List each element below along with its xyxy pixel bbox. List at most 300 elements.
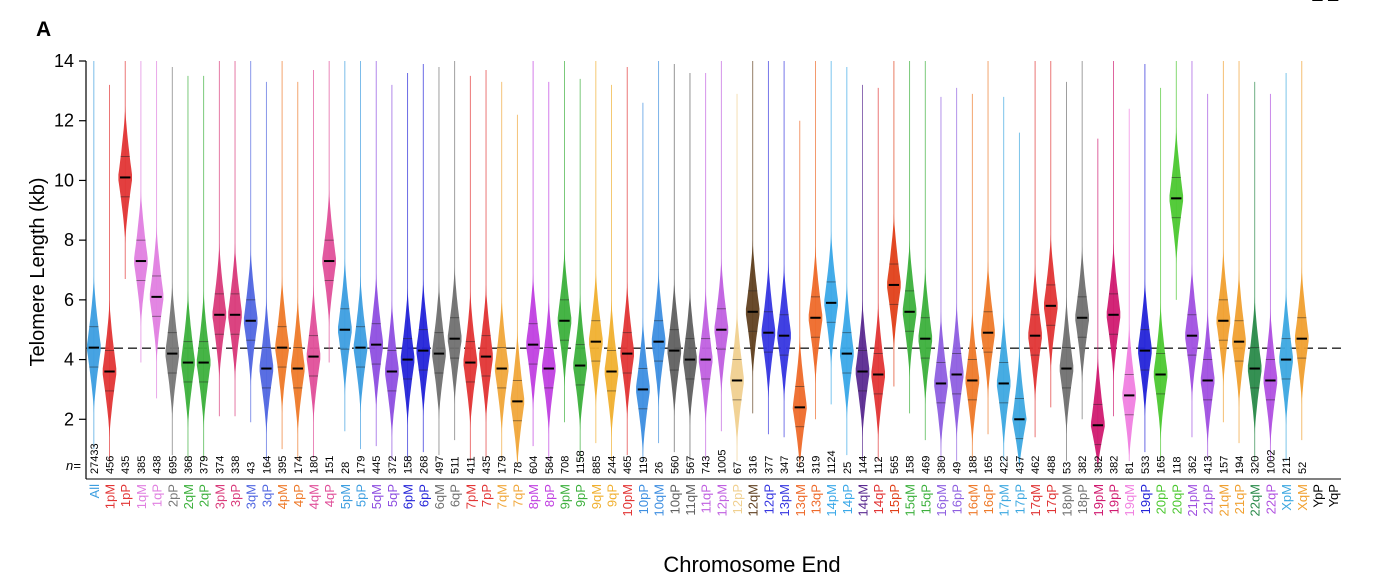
n-count-label: 435	[120, 455, 133, 474]
violin-6pM	[401, 73, 415, 461]
n-count-label: 456	[104, 455, 117, 474]
violin-4qP	[322, 61, 336, 363]
violin-body	[1060, 297, 1074, 434]
violin-body	[809, 246, 823, 383]
y-tick-label: 6	[63, 289, 74, 310]
violin-body	[871, 303, 885, 440]
panel-label: A	[36, 18, 52, 41]
violin-17pM	[997, 97, 1011, 461]
category-label: 3qP	[259, 483, 275, 508]
y-tick-label: 12	[53, 110, 74, 131]
category-label: 17qP	[1043, 484, 1059, 515]
category-label: 13qM	[792, 484, 808, 517]
category-label: 22qP	[1263, 483, 1279, 515]
category-label: 16pM	[934, 484, 949, 517]
n-count-label: 164	[261, 455, 274, 474]
violin-body	[166, 282, 180, 419]
violin-body	[542, 297, 556, 434]
n-count-label: 395	[277, 455, 290, 475]
category-label: 2qP	[196, 484, 212, 508]
violin-12pP	[730, 94, 744, 461]
violin-9pP	[573, 79, 587, 461]
violin-10pM	[620, 67, 634, 455]
violin-body	[495, 297, 509, 434]
violin-13qP	[809, 61, 823, 419]
n-count-label: 604	[528, 455, 541, 475]
violin-body	[746, 240, 760, 377]
n-count-row	[89, 443, 1309, 474]
violin-body	[668, 279, 682, 416]
violin-body	[589, 270, 603, 407]
category-label: 11qP	[698, 484, 714, 514]
violin-4qM	[307, 70, 321, 458]
category-label: 5pP	[353, 483, 369, 508]
category-label: 1pM	[102, 483, 118, 510]
category-label: 12pP	[730, 483, 745, 515]
n-count-label: 368	[183, 455, 195, 475]
violin-body	[856, 300, 870, 437]
violin-14pP	[840, 67, 854, 455]
n-count-label: 347	[779, 455, 792, 475]
n-count-label: 377	[763, 455, 776, 474]
category-label: 14qP	[871, 483, 887, 515]
n-count-label: 695	[167, 455, 180, 475]
n-count-label: 462	[1030, 455, 1043, 475]
category-label: 3pP	[228, 483, 243, 508]
violin-11qP	[699, 73, 713, 461]
category-label: 16qM	[965, 483, 981, 517]
category-label: 15qM	[902, 484, 918, 517]
n-count-label: 320	[1249, 455, 1262, 474]
violin-21qP	[1232, 61, 1246, 443]
violin-body	[966, 309, 980, 446]
n-count-label: 52	[1296, 461, 1309, 475]
n-count-label: 78	[512, 461, 525, 474]
category-label: 22qM	[1247, 483, 1263, 517]
n-count-label: 67	[732, 461, 744, 474]
category-label: 13pM	[777, 484, 793, 517]
violin-body	[448, 267, 462, 404]
category-label: 2pP	[165, 484, 181, 508]
category-label: 4pM	[275, 484, 291, 510]
n-count-label: 211	[1281, 456, 1294, 475]
violin-14qM	[856, 85, 870, 461]
category-label: XqM	[1294, 484, 1310, 511]
n-count-label: 435	[481, 455, 493, 474]
violin-body	[683, 288, 697, 425]
category-label: 21qP	[1232, 483, 1247, 515]
y-tick-label: 10	[53, 170, 74, 191]
n-count-label: 27433	[88, 443, 101, 474]
n-count-label: 338	[230, 455, 242, 474]
category-label: 11qM	[683, 484, 698, 516]
violin-body	[275, 276, 289, 413]
n-count-label: 385	[135, 455, 148, 474]
n-count-label: 188	[967, 455, 980, 474]
category-label: 20pP	[1153, 484, 1169, 515]
n-count-label: 151	[324, 455, 337, 475]
category-label: 19qM	[1122, 483, 1138, 517]
n-count-label: 319	[810, 455, 823, 475]
violin-12pM	[715, 61, 729, 431]
n-count-label: 497	[434, 455, 446, 475]
violin-6qM	[432, 67, 446, 455]
n-count-label: 1124	[826, 450, 839, 475]
violin-3pP	[228, 61, 242, 416]
violin-17qM	[1028, 61, 1042, 437]
violin-9qM	[589, 61, 603, 443]
violin-5qM	[369, 61, 383, 446]
category-label: YqP	[1326, 484, 1342, 508]
category-label: 17qM	[1028, 484, 1044, 517]
category-label: 5qM	[369, 483, 385, 510]
violin-7qP	[511, 115, 525, 467]
n-count-label: 25	[841, 461, 854, 474]
violin-body	[1122, 324, 1136, 461]
y-tick-label: 2	[63, 409, 74, 430]
y-axis	[54, 51, 86, 479]
violin-12qM	[746, 61, 760, 413]
violin-body	[1044, 234, 1058, 371]
violin-14qP	[871, 88, 885, 461]
violin-body	[1279, 288, 1293, 425]
category-label: 12pM	[714, 483, 730, 517]
violin-body	[1201, 309, 1215, 446]
violin-10pP	[636, 103, 650, 461]
n-count-label: 584	[543, 455, 556, 475]
violin-body	[150, 225, 164, 362]
violin-body	[903, 240, 917, 377]
violin-15qP	[919, 61, 933, 440]
violin-body	[1091, 354, 1105, 470]
category-label: 10qP	[667, 484, 683, 515]
violin-body	[730, 309, 744, 446]
violin-21qM	[1217, 61, 1231, 422]
category-label: 15qP	[918, 484, 934, 515]
y-axis-label: Telomere Length (kb)	[27, 177, 49, 367]
violin-22qM	[1248, 82, 1262, 461]
category-label: 20qP	[1169, 484, 1185, 515]
violin-6qP	[448, 61, 462, 440]
violin-body	[699, 288, 713, 425]
violin-body	[1232, 270, 1246, 407]
n-count-label: 174	[292, 455, 305, 475]
violin-All	[87, 61, 101, 449]
violin-body	[479, 285, 493, 422]
category-label: 3qM	[243, 483, 259, 510]
violin-16qP	[981, 61, 995, 434]
n-count-label: 316	[747, 455, 760, 474]
n-count-label: 119	[637, 456, 650, 474]
violin-19pP	[1107, 61, 1121, 416]
violin-20qP	[1170, 61, 1184, 300]
category-label: 1qM	[133, 483, 149, 510]
category-label: 8pP	[541, 484, 557, 508]
violin-12qP	[762, 61, 776, 434]
violin-XqM	[1295, 61, 1309, 440]
n-count-label: 1005	[716, 449, 729, 474]
violin-body	[118, 106, 132, 243]
category-label: 16qP	[981, 483, 996, 515]
category-label: YpP	[1310, 484, 1326, 508]
category-label: 10pP	[635, 483, 651, 515]
violin-body	[401, 288, 415, 425]
n-count-label: 743	[700, 455, 713, 475]
n-count-label: 26	[653, 461, 666, 475]
n-count-label: 144	[857, 455, 870, 474]
category-label: 4qP	[322, 484, 338, 508]
violin-4pP	[291, 82, 305, 461]
category-label: 21pM	[1185, 484, 1200, 517]
violin-16pM	[934, 97, 948, 461]
violin-1pP	[118, 61, 132, 279]
violin-5qP	[385, 85, 399, 461]
category-label: 7pM	[463, 483, 479, 510]
violin-8pM	[526, 61, 540, 446]
n-count-label: 158	[402, 455, 415, 475]
y-tick-label: 8	[63, 230, 74, 251]
n-count-label: 379	[198, 455, 211, 475]
violin-19qP	[1138, 64, 1152, 452]
violin-5pP	[354, 61, 368, 449]
n-count-label: 43	[245, 461, 258, 474]
violin-body	[103, 300, 117, 437]
category-label: 3pM	[212, 483, 228, 510]
violin-4pM	[275, 61, 289, 449]
violin-body	[181, 291, 195, 428]
violin-body	[1264, 309, 1278, 446]
category-label: 14pP	[839, 483, 855, 515]
category-label: 9qP	[604, 483, 620, 508]
category-label: 18pP	[1075, 484, 1091, 515]
violin-body	[652, 270, 666, 407]
violin-body	[322, 189, 336, 326]
n-count-label: 374	[214, 455, 227, 474]
category-label: 4pP	[290, 484, 306, 508]
violin-7pP	[479, 70, 493, 458]
violin-17pP	[1012, 133, 1026, 470]
violin-body	[1075, 246, 1089, 383]
n-count-label: 488	[1045, 455, 1058, 475]
violin-8pP	[542, 82, 556, 461]
violin-body	[1170, 127, 1184, 264]
violin-body	[385, 300, 399, 437]
violin-body	[1107, 243, 1121, 380]
violin-body	[87, 276, 101, 413]
category-label: 18pM	[1059, 484, 1075, 517]
n-count-label: 1158	[575, 450, 588, 475]
violin-15qM	[903, 61, 917, 413]
violin-13qM	[793, 121, 807, 470]
violin-21pM	[1185, 61, 1199, 437]
category-label: 6pM	[400, 484, 416, 510]
n-count-label: 380	[936, 455, 948, 475]
violin-15pP	[887, 61, 901, 386]
y-tick-label: 14	[53, 51, 74, 71]
category-label-row	[87, 484, 1341, 517]
violin-body	[1217, 249, 1231, 386]
violin-body	[526, 273, 540, 410]
n-count-label: 165	[983, 455, 995, 474]
violin-body	[981, 261, 995, 398]
violin-body	[134, 189, 148, 326]
category-label: 10qM	[651, 484, 667, 517]
n-count-label: 411	[465, 456, 478, 474]
category-label: 10pM	[620, 483, 636, 517]
n-prefix: n=	[66, 458, 81, 473]
violin-18pM	[1060, 82, 1074, 461]
violin-body	[260, 297, 274, 434]
n-count-label: 244	[606, 455, 619, 474]
category-label: XpM	[1279, 484, 1295, 511]
violin-11qM	[683, 73, 697, 461]
violin-17qP	[1044, 61, 1058, 407]
n-count-label: 469	[920, 455, 933, 475]
category-label: 2qM	[181, 484, 196, 510]
category-label: 19pP	[1106, 483, 1122, 515]
n-count-label: 112	[873, 456, 886, 474]
violin-5pM	[338, 61, 352, 431]
n-count-label: 565	[888, 455, 901, 474]
violin-body	[197, 291, 211, 428]
violin-body	[762, 261, 776, 398]
category-label: 7qP	[510, 483, 526, 508]
violin-22qP	[1264, 94, 1278, 461]
n-count-label: 1002	[1265, 449, 1278, 474]
violin-21pP	[1201, 94, 1215, 461]
n-count-label: 382	[1092, 455, 1105, 474]
n-count-label: 567	[685, 455, 697, 475]
category-label: 6qM	[432, 484, 447, 510]
violin-body	[432, 282, 446, 419]
violin-body	[1012, 348, 1026, 470]
violin-body	[558, 249, 572, 386]
violin-body	[511, 330, 525, 467]
violin-2qM	[181, 76, 195, 461]
violin-3qM	[244, 61, 258, 422]
violin-body	[997, 312, 1011, 449]
n-count-label: 81	[1124, 461, 1137, 474]
category-label: 1qP	[149, 484, 165, 508]
n-count-label: 268	[418, 455, 431, 475]
violin-body	[793, 336, 807, 470]
n-count-label: 445	[371, 455, 384, 474]
y-tick-label: 4	[63, 349, 74, 370]
violin-body	[1248, 297, 1262, 434]
violin-body	[291, 297, 305, 434]
violin-body	[244, 249, 258, 386]
violin-body	[1295, 267, 1309, 404]
category-label: 4qM	[306, 484, 322, 510]
violin-body	[715, 258, 729, 395]
category-label: 1pP	[118, 483, 134, 508]
violin-1pM	[103, 85, 117, 461]
violin-body	[1185, 264, 1199, 401]
n-count-label: 194	[1234, 455, 1246, 474]
category-label: 14pM	[824, 484, 840, 517]
violin-body	[1154, 303, 1168, 440]
n-count-label: 49	[951, 461, 964, 475]
category-label: 6qP	[447, 484, 463, 508]
n-count-label: 179	[355, 455, 368, 474]
violin-10qP	[668, 64, 682, 452]
category-label: 17pM	[996, 483, 1012, 517]
violin-2qP	[197, 76, 211, 461]
n-count-label: 157	[1218, 455, 1231, 474]
violin-10qM	[652, 61, 666, 443]
violin-13pM	[777, 61, 791, 437]
n-count-label: 413	[1202, 455, 1215, 475]
violin-16qM	[966, 94, 980, 461]
violin-body	[636, 318, 650, 455]
violin-3qP	[260, 82, 274, 461]
violin-body	[213, 243, 227, 380]
category-label: 9pP	[573, 484, 589, 508]
category-label: 17pP	[1012, 483, 1028, 515]
violin-body	[464, 291, 478, 428]
n-count-label: 165	[1155, 455, 1168, 475]
violin-7pM	[464, 76, 478, 461]
category-label: 9pM	[557, 484, 573, 510]
violin-body	[307, 285, 321, 422]
violin-body	[605, 300, 619, 437]
violin-body	[573, 294, 587, 431]
category-label: 5qP	[384, 483, 400, 508]
violin-7qM	[495, 82, 509, 461]
violin-body	[919, 267, 933, 404]
category-label: 19pM	[1090, 483, 1106, 517]
n-count-label: 180	[308, 455, 321, 475]
violin-body	[354, 276, 368, 413]
category-label: 9qM	[588, 483, 604, 510]
violin-body	[1028, 264, 1042, 401]
violin-body	[934, 312, 948, 449]
category-label: 12qM	[745, 483, 761, 517]
violin-body	[950, 303, 964, 440]
category-label: 8pM	[526, 484, 542, 510]
violin-body	[338, 258, 352, 395]
violin-3pM	[213, 61, 227, 416]
n-count-label: 372	[386, 455, 399, 474]
violin-body	[840, 282, 854, 419]
n-count-label: 118	[1171, 456, 1184, 475]
violin-16pP	[950, 88, 964, 461]
n-count-label: 382	[1077, 455, 1090, 475]
n-count-label: 163	[794, 455, 807, 475]
category-label: 7pP	[479, 483, 494, 508]
violin-19pM	[1091, 139, 1105, 470]
category-label: 5pM	[337, 483, 353, 510]
category-label: All	[86, 483, 102, 499]
violin-body	[417, 279, 431, 416]
n-count-label: 560	[669, 455, 682, 475]
n-count-label: 708	[559, 455, 572, 475]
category-label: 6pP	[416, 484, 432, 508]
n-count-label: 362	[1187, 455, 1199, 475]
violin-body	[369, 273, 383, 410]
violin-body	[620, 282, 634, 419]
category-label: 7qM	[494, 483, 510, 510]
violin-18pP	[1075, 61, 1089, 419]
category-label: 21qM	[1216, 483, 1232, 517]
category-label: 14qM	[855, 483, 871, 517]
n-count-label: 533	[1139, 455, 1152, 474]
n-count-label: 465	[622, 455, 635, 474]
x-axis-label: Chromosome End	[663, 552, 841, 576]
n-count-label: 422	[998, 455, 1011, 474]
violin-20pP	[1154, 88, 1168, 461]
n-count-label: 28	[339, 461, 352, 474]
